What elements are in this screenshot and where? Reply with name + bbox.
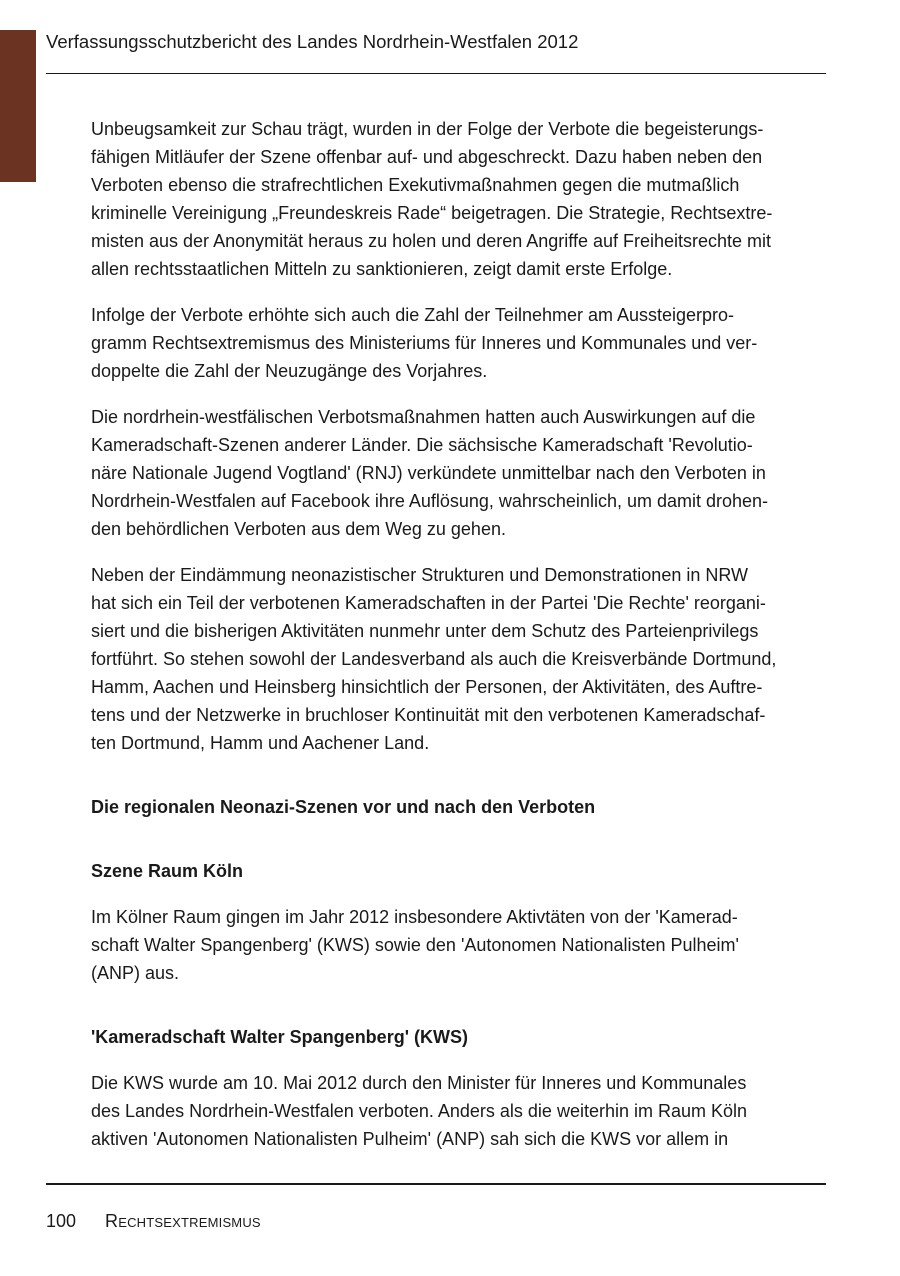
running-header: Verfassungsschutzbericht des Landes Nordrhein-Westfalen 2012 [46,31,579,52]
page-body [91,115,826,1153]
paragraph-1: Unbeugsamkeit zur Schau trägt, wurden in der Folge der Verbote die begeisterungs- fähigen Mitläufer der Szene offenbar auf- und abgeschreckt. Dazu haben neben den Verboten ebenso die strafrechtlichen Exekutivmaßnahmen gegen die mutmaßlich kriminelle Vereinigung „Freundeskreis Rade“ beigetragen. Die Strategie, Rechtsextre- misten aus der Anonymität heraus zu holen und deren Angriffe auf Freiheitsrechte mit allen rechtsstaatlichen Mitteln zu sanktionieren, zeigt damit erste Erfolge. [91,119,773,279]
footer-divider [46,1183,826,1185]
paragraph-5: Im Kölner Raum gingen im Jahr 2012 insbesondere Aktivtäten von der 'Kamerad- schaft Walter Spangenberg' (KWS) sowie den 'Autonomen Nationalisten Pulheim' (ANP) aus. [91,907,739,983]
paragraph-6: Die KWS wurde am 10. Mai 2012 durch den Minister für Inneres und Kommunales des Landes Nordrhein-Westfalen verboten. Anders als die weiterhin im Raum Köln aktiven 'Autonomen Nationalisten Pulheim' (ANP) sah sich die KWS vor allem in [91,1073,748,1149]
header-divider [46,73,826,74]
page-number: 100 [46,1211,77,1231]
paragraph-4: Neben der Eindämmung neonazistischer Strukturen und Demonstrationen in NRW hat sich ein Teil der verbotenen Kameradschaften in der Partei 'Die Rechte' reorgani- siert und die bisherigen Aktivitäten nunmehr unter dem Schutz des Parteienprivilegs fortführt. So stehen sowohl der Landesverband als auch die Kreisverbände Dortmund, Hamm, Aachen und Heinsberg hinsichtlich der Personen, der Aktivitäten, des Auftre- tens und der Netzwerke in bruchloser Kontinuität mit den verbotenen Kameradschaf- ten Dortmund, Hamm und Aachener Land. [91,565,777,753]
subsubsection-heading: 'Kameradschaft Walter Spangenberg' (KWS) [91,1027,468,1047]
subsection-heading: Szene Raum Köln [91,861,244,881]
section-heading: Die regionalen Neonazi-Szenen vor und nach den Verboten [91,797,596,817]
paragraph-2: Infolge der Verbote erhöhte sich auch die Zahl der Teilnehmer am Aussteigerpro- gramm Rechtsextremismus des Ministeriums für Inneres und Kommunales und ver- doppelte die Zahl der Neuzugänge des Vorjahres. [91,305,758,381]
paragraph-3: Die nordrhein-westfälischen Verbotsmaßnahmen hatten auch Auswirkungen auf die Kameradschaft-Szenen anderer Länder. Die sächsische Kameradschaft 'Revolutio- näre Nationale Jugend Vogtland' (RNJ) verkündete unmittelbar nach den Verboten in Nordrhein-Westfalen auf Facebook ihre Auflösung, wahrscheinlich, um damit drohen- den behördlichen Verboten aus dem Weg zu gehen. [91,407,769,539]
footer-section-name: Rechtsextremismus [105,1211,261,1231]
chapter-tab-marker [0,30,36,182]
